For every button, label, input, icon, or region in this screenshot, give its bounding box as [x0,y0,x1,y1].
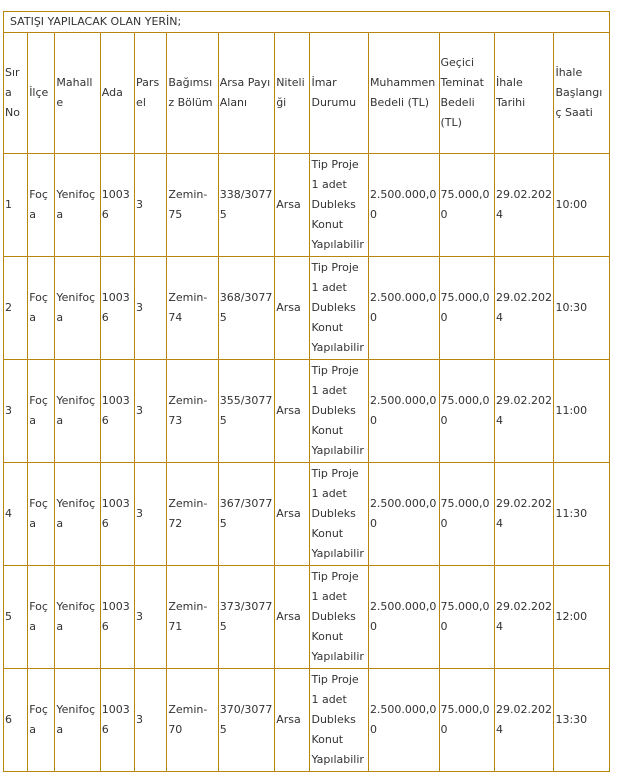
cell-teminat: 75.000,00 [439,257,494,360]
cell-sira: 5 [4,566,28,669]
cell-saat: 10:30 [554,257,610,360]
cell-imar: Tip Proje 1 adet Dubleks Konut Yapılabilir [310,360,368,463]
cell-muhammen: 2.500.000,00 [368,566,439,669]
cell-ilce: Foça [28,360,55,463]
cell-nitelik: Arsa [275,257,310,360]
cell-teminat: 75.000,00 [439,669,494,772]
header-gecici-teminat: Geçici Teminat Bedeli (TL) [439,33,494,154]
cell-bolum: Zemin-72 [167,463,218,566]
header-arsa-payi: Arsa Payı Alanı [218,33,274,154]
cell-nitelik: Arsa [275,154,310,257]
cell-parsel: 3 [135,154,167,257]
cell-ilce: Foça [28,566,55,669]
cell-saat: 13:30 [554,669,610,772]
header-row [4,33,610,154]
cell-tarih: 29.02.2024 [494,463,553,566]
table-row [4,257,610,360]
cell-mahalle: Yenifoça [55,360,100,463]
header-imar-durumu: İmar Durumu [310,33,368,154]
title-row [4,12,610,33]
cell-bolum: Zemin-70 [167,669,218,772]
cell-teminat: 75.000,00 [439,360,494,463]
cell-imar: Tip Proje 1 adet Dubleks Konut Yapılabilir [310,669,368,772]
cell-ilce: Foça [28,257,55,360]
table-row [4,360,610,463]
cell-parsel: 3 [135,257,167,360]
cell-parsel: 3 [135,463,167,566]
header-ilce: İlçe [28,33,55,154]
cell-tarih: 29.02.2024 [494,566,553,669]
cell-ilce: Foça [28,669,55,772]
cell-mahalle: Yenifoça [55,257,100,360]
cell-sira: 3 [4,360,28,463]
cell-muhammen: 2.500.000,00 [368,463,439,566]
cell-ada: 10036 [100,669,134,772]
table-row [4,669,610,772]
header-mahalle: Mahalle [55,33,100,154]
header-sira-no: Sıra No [4,33,28,154]
cell-bolum: Zemin-73 [167,360,218,463]
cell-bolum: Zemin-74 [167,257,218,360]
cell-ilce: Foça [28,154,55,257]
cell-mahalle: Yenifoça [55,154,100,257]
cell-parsel: 3 [135,360,167,463]
header-ada: Ada [100,33,134,154]
cell-tarih: 29.02.2024 [494,257,553,360]
cell-mahalle: Yenifoça [55,463,100,566]
cell-bolum: Zemin-71 [167,566,218,669]
cell-parsel: 3 [135,669,167,772]
cell-teminat: 75.000,00 [439,566,494,669]
cell-mahalle: Yenifoça [55,566,100,669]
cell-ada: 10036 [100,154,134,257]
cell-ada: 10036 [100,463,134,566]
cell-sira: 6 [4,669,28,772]
table-row [4,463,610,566]
cell-ilce: Foça [28,463,55,566]
cell-sira: 1 [4,154,28,257]
sale-table-container [3,11,610,772]
cell-arsa-payi: 367/30775 [218,463,274,566]
cell-saat: 12:00 [554,566,610,669]
cell-ada: 10036 [100,257,134,360]
table-row [4,154,610,257]
cell-arsa-payi: 373/30775 [218,566,274,669]
cell-nitelik: Arsa [275,669,310,772]
cell-saat: 11:30 [554,463,610,566]
cell-arsa-payi: 370/30775 [218,669,274,772]
cell-imar: Tip Proje 1 adet Dubleks Konut Yapılabilir [310,154,368,257]
cell-saat: 10:00 [554,154,610,257]
cell-muhammen: 2.500.000,00 [368,154,439,257]
header-parsel: Parsel [135,33,167,154]
cell-sira: 2 [4,257,28,360]
header-muhammen-bedeli: Muhammen Bedeli (TL) [368,33,439,154]
cell-imar: Tip Proje 1 adet Dubleks Konut Yapılabilir [310,257,368,360]
cell-tarih: 29.02.2024 [494,360,553,463]
cell-arsa-payi: 368/30775 [218,257,274,360]
sale-table [3,11,610,772]
cell-muhammen: 2.500.000,00 [368,257,439,360]
cell-nitelik: Arsa [275,360,310,463]
cell-muhammen: 2.500.000,00 [368,360,439,463]
header-bagimsiz-bolum: Bağımsız Bölüm [167,33,218,154]
cell-saat: 11:00 [554,360,610,463]
cell-nitelik: Arsa [275,463,310,566]
cell-ada: 10036 [100,566,134,669]
cell-teminat: 75.000,00 [439,463,494,566]
cell-arsa-payi: 355/30775 [218,360,274,463]
cell-teminat: 75.000,00 [439,154,494,257]
cell-imar: Tip Proje 1 adet Dubleks Konut Yapılabilir [310,463,368,566]
cell-tarih: 29.02.2024 [494,154,553,257]
cell-nitelik: Arsa [275,566,310,669]
cell-tarih: 29.02.2024 [494,669,553,772]
header-ihale-tarihi: İhale Tarihi [494,33,553,154]
header-ihale-saati: İhale Başlangıç Saati [554,33,610,154]
cell-parsel: 3 [135,566,167,669]
cell-muhammen: 2.500.000,00 [368,669,439,772]
cell-bolum: Zemin-75 [167,154,218,257]
table-title: SATIŞI YAPILACAK OLAN YERİN; [4,12,610,33]
cell-ada: 10036 [100,360,134,463]
header-niteligi: Niteliği [275,33,310,154]
cell-sira: 4 [4,463,28,566]
table-row [4,566,610,669]
cell-mahalle: Yenifoça [55,669,100,772]
cell-arsa-payi: 338/30775 [218,154,274,257]
cell-imar: Tip Proje 1 adet Dubleks Konut Yapılabilir [310,566,368,669]
